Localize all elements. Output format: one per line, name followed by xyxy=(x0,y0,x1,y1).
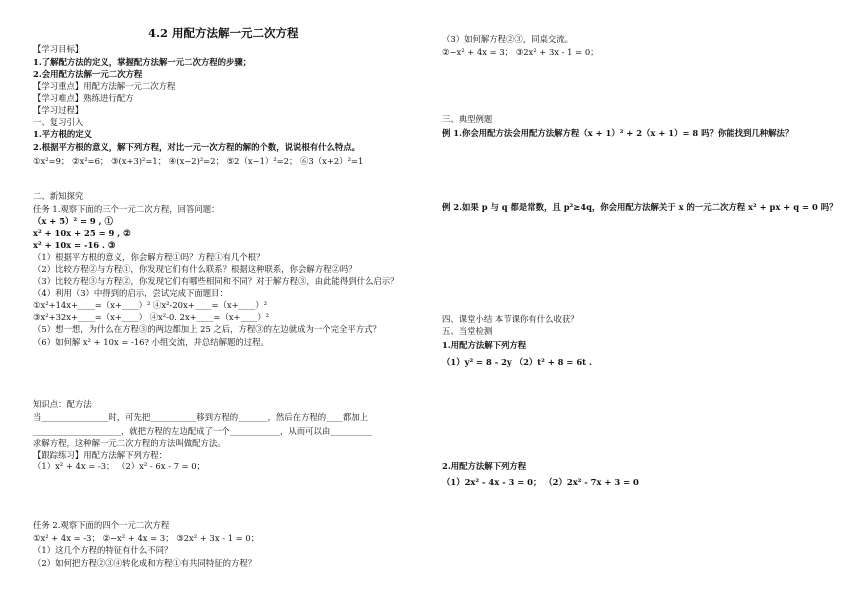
left-text-line: 【学习难点】熟练进行配方 xyxy=(33,93,134,103)
left-text-line: （1）x² + 4x = -3； （2）x² - 6x - 7 = 0； xyxy=(33,461,205,471)
left-text-line: （1）这几个方程的特征有什么不同？ xyxy=(33,545,173,555)
right-text-line: 2.用配方法解下列方程 xyxy=(442,461,527,471)
left-text-line: （3）比较方程③与方程②，你发现它们有哪些相同和不同？对于解方程③，由此能得到什么启示？ xyxy=(33,276,399,286)
left-text-line: x² + 10x + 25 = 9 , ② xyxy=(33,228,131,238)
right-text-line: ②−x² + 4x = 3； ③2x² + 3x - 1 = 0； xyxy=(442,47,599,57)
left-text-line: （1）根据平方根的意义，你会解方程①吗？方程①有几个根？ xyxy=(33,252,265,262)
right-text-line: 三、典型例题 xyxy=(442,114,493,124)
left-text-line: ①x²+14x+____=（x+____）² ④x²-20x+____=（x+____）² xyxy=(33,300,268,310)
right-text-line: （1）2x² - 4x - 3 = 0； （2）2x² - 7x + 3 = 0 xyxy=(442,477,639,487)
left-text-line: （x + 5）² = 9 , ① xyxy=(33,216,113,226)
right-text-line: 例 1.你会用配方法会用配方法解方程（x + 1）² + 2（x + 1）= 8 吗？你能找到几种解法？ xyxy=(442,128,794,138)
right-text-line: 五、当堂检测 xyxy=(442,326,493,336)
left-text-line: 1.平方根的定义 xyxy=(33,129,92,139)
left-text-line: （4）利用（3）中得到的启示，尝试完成下面题目： xyxy=(33,288,228,298)
left-text-line: 求解方程，这种解一元二次方程的方法叫做配方法。 xyxy=(33,438,226,448)
right-text-line: 四、课堂小结 本节课你有什么收获？ xyxy=(442,314,579,324)
left-text-line: 2.会用配方法解一元二次方程 xyxy=(33,69,143,79)
left-text-line: ①x²=9； ②x²=6； ③(x+3)²=1； ④(x−2)²=2； ⑤2（x−1）²=2； ⑥3（x+2）²=1 xyxy=(33,156,364,166)
left-text-line: 一、复习引入 xyxy=(33,117,84,127)
left-text-line: 【学习过程】 xyxy=(33,105,84,115)
left-text-line: 【跟踪练习】用配方法解下列方程： xyxy=(33,450,167,460)
left-text-line: 【学习重点】用配方法解一元二次方程 xyxy=(33,81,176,91)
left-text-line: 二、新知探究 xyxy=(33,191,84,201)
right-text-line: 1.用配方法解下列方程 xyxy=(442,340,527,350)
left-text-line: 任务 1.观察下面的三个一元二次方程，回答问题： xyxy=(33,204,220,214)
right-text-line: （1）y² = 8 - 2y （2）t² + 8 = 6t . xyxy=(442,357,592,367)
page-title: 4.2 用配方法解一元二次方程 xyxy=(148,26,299,40)
left-text-line: ③x²+32x+____=（x+____） ④x²-0. 2x+____=（x+____）² xyxy=(33,312,270,322)
left-text-line: 知识点：配方法 xyxy=(33,399,92,409)
left-text-line: x² + 10x = -16 . ③ xyxy=(33,240,116,250)
left-text-line: 当________________时，可先把___________移到方程的_______，然后在方程的____都加上 xyxy=(33,412,368,422)
left-text-line: ①x² + 4x = -3； ②−x² + 4x = 3； ③2x² + 3x - 1 = 0； xyxy=(33,533,260,543)
left-text-line: （2）比较方程②与方程①，你发现它们有什么联系？根据这种联系，你会解方程②吗？ xyxy=(33,264,357,274)
left-text-line: 任务 2.观察下面的四个一元二次方程 xyxy=(33,520,170,530)
left-text-line: _____________________，就把方程的左边配成了一个____________，从而可以由__________ xyxy=(33,426,373,436)
left-text-line: 2.根据平方根的意义，解下列方程，对比一元一次方程的解的个数，说说根有什么特点。 xyxy=(33,142,360,152)
right-text-line: （3）如何解方程②③，同桌交流。 xyxy=(442,34,573,44)
left-text-line: 1.了解配方法的定义，掌握配方法解一元二次方程的步骤； xyxy=(33,57,252,67)
left-text-line: （2）如何把方程②③④转化成和方程①有共同特征的方程？ xyxy=(33,558,257,568)
left-text-line: （5）想一想，为什么在方程③的两边都加上 25 之后，方程③的左边就成为一个完全平方式？ xyxy=(33,324,381,334)
left-text-line: （6）如何解 x² + 10x = -16? 小组交流，并总结解题的过程。 xyxy=(33,337,269,347)
right-text-line: 例 2.如果 p 与 q 都是常数，且 p²≥4q，你会用配方法解关于 x 的一元二次方程 x² + px + q = 0 吗？ xyxy=(442,202,838,212)
left-text-line: 【学习目标】 xyxy=(33,44,84,54)
